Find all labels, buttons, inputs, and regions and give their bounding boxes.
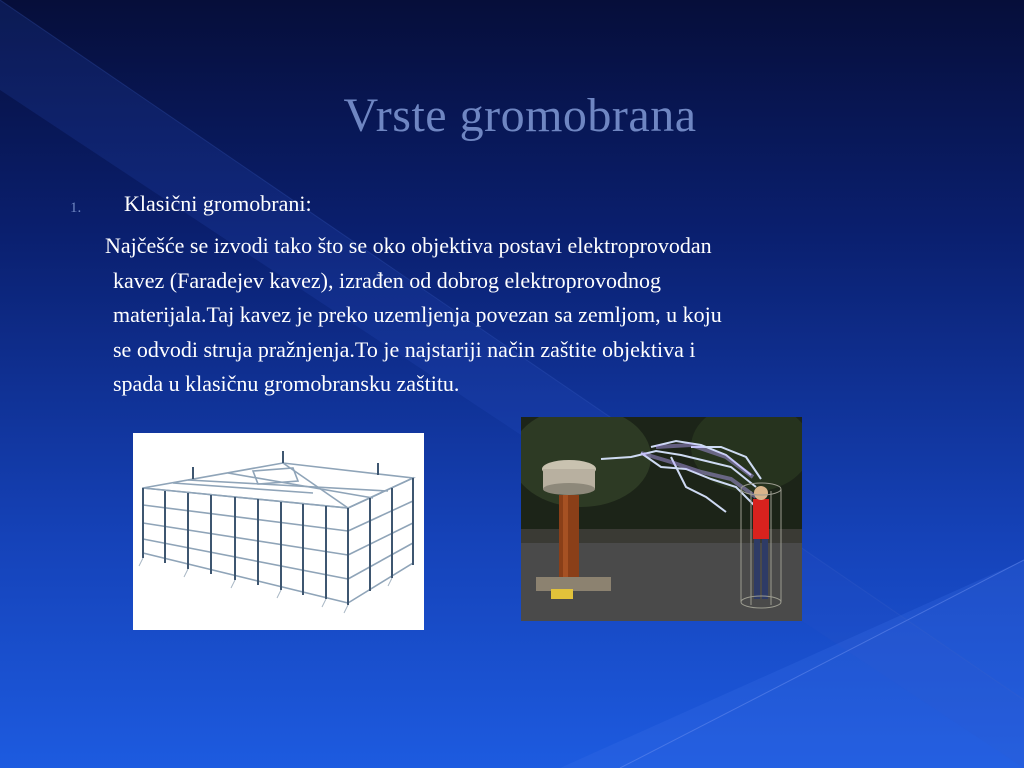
paragraph-line: spada u klasičnu gromobransku zaštitu. [113,371,460,396]
subheading: Klasični gromobrani: [124,191,312,216]
faraday-cage-drawing [133,433,424,630]
tesla-coil-photo [521,417,802,621]
paragraph-line: se odvodi struja pražnjenja.To je najstariji način zaštite objektiva i [113,336,696,362]
paragraph-line: kavez (Faradejev kavez), izrađen od dobrog elektroprovodnog [113,267,661,293]
paragraph-line: materijala.Taj kavez je preko uzemljenja povezan sa zemljom, u koju [113,302,722,327]
body-paragraph [105,229,915,402]
slide-title: Vrste gromobrana [343,89,697,142]
list-number: 1. [70,200,82,216]
paragraph-line: Najčešće se izvodi tako što se oko objektiva postavi elektroprovodan [105,233,712,258]
